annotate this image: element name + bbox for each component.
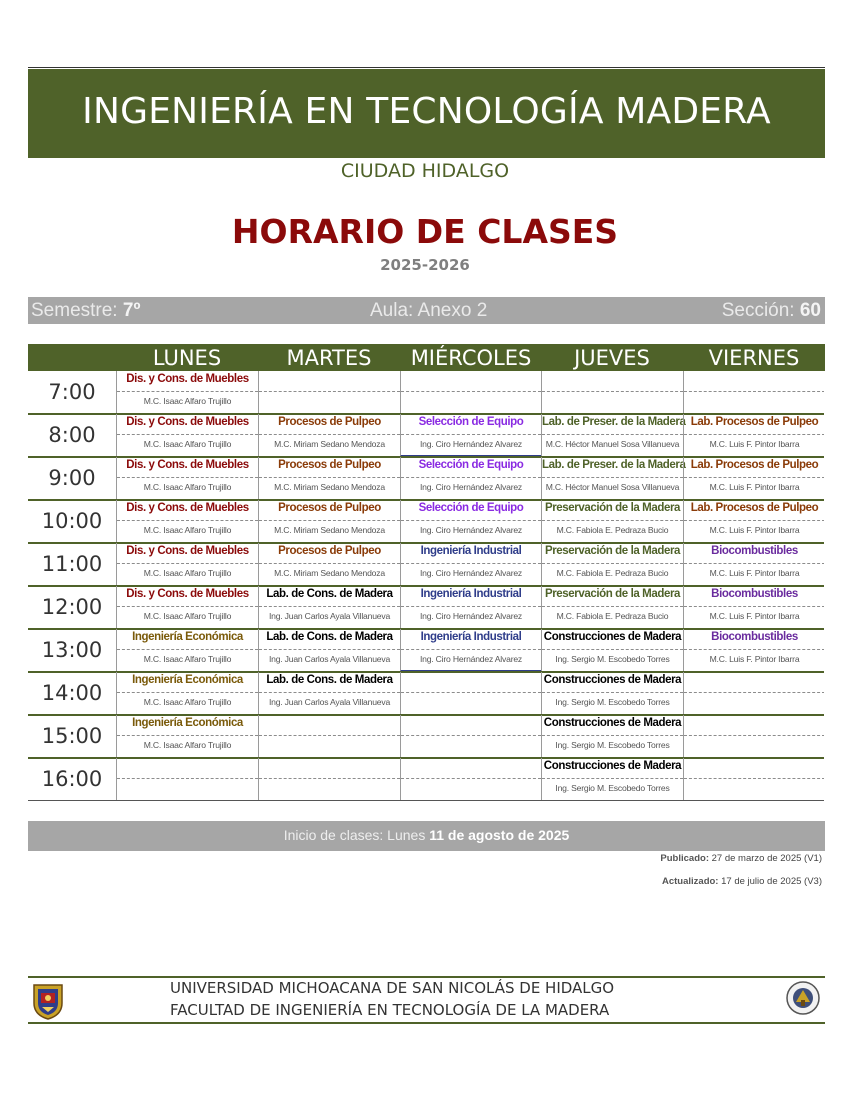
class-cell-jueves: [541, 629, 683, 672]
start-date-bar: [28, 821, 825, 851]
cell-divider: [401, 520, 541, 521]
cell-divider: [259, 778, 400, 779]
subject-name: Biocombustibles: [711, 631, 798, 643]
published-label: Publicado:: [660, 853, 709, 864]
class-cell-lunes: [116, 586, 258, 629]
row-separator: [28, 800, 825, 801]
class-cell-miercoles: [400, 586, 541, 629]
cell-divider: [542, 391, 683, 392]
subject-name: Preservación de la Madera: [544, 502, 681, 514]
time-label: 10:00: [41, 509, 103, 533]
teacher-name: Ing. Ciro Hernández Alvarez: [419, 439, 523, 449]
teacher-name: M.C. Luis F. Pintor Ibarra: [709, 525, 800, 535]
class-cell-viernes: [683, 500, 825, 543]
teacher-name: M.C. Luis F. Pintor Ibarra: [709, 654, 800, 664]
teacher-name: Ing. Sergio M. Escobedo Torres: [555, 697, 670, 707]
class-cell-miercoles: [400, 414, 541, 457]
teacher-name: M.C. Isaac Alfaro Trujillo: [143, 740, 232, 750]
class-cell-miercoles: [400, 758, 541, 801]
cell-divider: [259, 434, 400, 435]
subject-name: Dis. y Cons. de Muebles: [126, 545, 249, 557]
class-cell-miercoles: [400, 543, 541, 586]
class-cell-viernes: [683, 414, 825, 457]
cell-divider: [542, 520, 683, 521]
cell-divider: [117, 520, 258, 521]
footer-rule-top: [28, 976, 825, 978]
subject-name: Ingeniería Económica: [132, 717, 243, 729]
published-note: [660, 853, 822, 864]
cell-divider: [684, 778, 825, 779]
class-cell-viernes: [683, 672, 825, 715]
time-label: 13:00: [41, 638, 103, 662]
subject-name: Lab. de Cons. de Madera: [266, 588, 393, 600]
subject-name: Preservación de la Madera: [544, 588, 681, 600]
cell-divider: [542, 649, 683, 650]
class-cell-lunes: [116, 371, 258, 414]
subject-name: Ingeniería Industrial: [420, 631, 522, 643]
time-label: 14:00: [41, 681, 103, 705]
teacher-name: Ing. Ciro Hernández Alvarez: [419, 654, 523, 664]
cell-divider: [542, 778, 683, 779]
class-cell-martes: [258, 500, 400, 543]
class-cell-miercoles: [400, 672, 541, 715]
teacher-name: M.C. Miriam Sedano Mendoza: [274, 439, 385, 449]
subject-name: Ingeniería Económica: [132, 631, 243, 643]
subject-name: Preservación de la Madera: [544, 545, 681, 557]
teacher-name: Ing. Juan Carlos Ayala Villanueva: [268, 611, 391, 621]
day-header-miercoles: MIÉRCOLES: [410, 346, 532, 370]
teacher-name: Ing. Ciro Hernández Alvarez: [419, 611, 523, 621]
day-header-martes: MARTES: [286, 346, 372, 370]
class-cell-lunes: [116, 672, 258, 715]
cell-divider: [542, 477, 683, 478]
cell-divider: [117, 477, 258, 478]
campus-city: CIUDAD HIDALGO: [340, 160, 510, 182]
cell-divider: [684, 735, 825, 736]
class-cell-martes: [258, 414, 400, 457]
cell-divider: [117, 391, 258, 392]
cell-divider: [542, 735, 683, 736]
subject-name: Procesos de Pulpeo: [278, 545, 381, 557]
updated-note: [662, 876, 822, 887]
subject-name: Biocombustibles: [711, 545, 798, 557]
class-cell-viernes: [683, 457, 825, 500]
room-info: Aula: Anexo 2: [370, 300, 488, 321]
grid-edge: [824, 371, 825, 801]
subject-name: Construcciones de Madera: [543, 760, 682, 772]
subject-name: Dis. y Cons. de Muebles: [126, 373, 249, 385]
class-cell-jueves: [541, 758, 683, 801]
section-label: Sección:: [721, 300, 795, 321]
day-header-row: [28, 344, 825, 371]
teacher-name: Ing. Juan Carlos Ayala Villanueva: [268, 654, 391, 664]
class-cell-viernes: [683, 371, 825, 414]
page-title: HORARIO DE CLASES: [231, 212, 619, 251]
time-label: 7:00: [48, 380, 96, 404]
class-cell-viernes: [683, 629, 825, 672]
subject-name: Dis. y Cons. de Muebles: [126, 416, 249, 428]
class-cell-martes: [258, 371, 400, 414]
start-prefix: Inicio de clases: Lunes: [283, 827, 426, 843]
class-cell-miercoles: [400, 500, 541, 543]
time-label: 9:00: [48, 466, 96, 490]
cell-divider: [542, 434, 683, 435]
subject-name: Lab. de Preser. de la Madera: [542, 416, 686, 428]
footer-rule-bottom: [28, 1022, 825, 1024]
day-header-lunes: LUNES: [152, 346, 222, 370]
teacher-name: Ing. Ciro Hernández Alvarez: [419, 482, 523, 492]
class-cell-lunes: [116, 414, 258, 457]
teacher-name: M.C. Héctor Manuel Sosa Villanueva: [545, 482, 680, 492]
class-cell-martes: [258, 629, 400, 672]
teacher-name: M.C. Isaac Alfaro Trujillo: [143, 396, 232, 406]
teacher-name: M.C. Miriam Sedano Mendoza: [274, 525, 385, 535]
published-value: 27 de marzo de 2025 (V1): [711, 853, 822, 864]
class-cell-martes: [258, 586, 400, 629]
subject-name: Ingeniería Industrial: [420, 588, 522, 600]
info-bar: [28, 297, 825, 324]
teacher-name: M.C. Fabiola E. Pedraza Bucio: [556, 525, 669, 535]
subject-name: Construcciones de Madera: [543, 717, 682, 729]
teacher-name: M.C. Fabiola E. Pedraza Bucio: [556, 611, 669, 621]
time-label: 15:00: [41, 724, 103, 748]
subject-name: Procesos de Pulpeo: [278, 502, 381, 514]
program-banner: INGENIERÍA EN TECNOLOGÍA MADERA: [28, 69, 825, 158]
semester-label: Semestre:: [31, 300, 118, 321]
semester-value: 7º: [122, 300, 141, 321]
cell-divider: [684, 606, 825, 607]
subject-name: Construcciones de Madera: [543, 631, 682, 643]
subject-name: Lab. de Cons. de Madera: [266, 631, 393, 643]
teacher-name: M.C. Miriam Sedano Mendoza: [274, 482, 385, 492]
section-info: [722, 300, 821, 322]
teacher-name: M.C. Luis F. Pintor Ibarra: [709, 439, 800, 449]
subject-name: Ingeniería Económica: [132, 674, 243, 686]
updated-label: Actualizado:: [661, 876, 719, 887]
cell-divider: [401, 477, 541, 478]
subject-name: Selección de Equipo: [418, 459, 524, 471]
cell-divider: [401, 735, 541, 736]
cell-divider: [684, 520, 825, 521]
subject-name: Construcciones de Madera: [543, 674, 682, 686]
class-cell-jueves: [541, 457, 686, 500]
class-cell-miercoles: [400, 457, 541, 500]
subject-name: Lab. Procesos de Pulpeo: [690, 416, 819, 428]
teacher-name: M.C. Isaac Alfaro Trujillo: [143, 654, 232, 664]
cell-divider: [259, 391, 400, 392]
class-cell-viernes: [683, 758, 825, 801]
class-cell-jueves: [541, 371, 683, 414]
class-cell-martes: [258, 672, 400, 715]
cell-divider: [401, 563, 541, 564]
cell-divider: [117, 692, 258, 693]
teacher-name: M.C. Luis F. Pintor Ibarra: [709, 482, 800, 492]
class-cell-lunes: [116, 629, 258, 672]
class-cell-miercoles: [400, 629, 541, 672]
teacher-name: M.C. Fabiola E. Pedraza Bucio: [556, 568, 669, 578]
cell-divider: [401, 692, 541, 693]
teacher-name: Ing. Sergio M. Escobedo Torres: [555, 783, 670, 793]
subject-name: Dis. y Cons. de Muebles: [126, 502, 249, 514]
teacher-name: M.C. Miriam Sedano Mendoza: [274, 568, 385, 578]
class-cell-jueves: [541, 543, 683, 586]
teacher-name: M.C. Isaac Alfaro Trujillo: [143, 525, 232, 535]
semester-info: [31, 300, 140, 322]
class-cell-lunes: [116, 758, 258, 801]
subject-name: Lab. de Cons. de Madera: [266, 674, 393, 686]
class-cell-miercoles: [400, 715, 541, 758]
subject-name: Dis. y Cons. de Muebles: [126, 459, 249, 471]
teacher-name: Ing. Sergio M. Escobedo Torres: [555, 654, 670, 664]
class-cell-lunes: [116, 500, 258, 543]
teacher-name: Ing. Ciro Hernández Alvarez: [419, 568, 523, 578]
class-cell-lunes: [116, 457, 258, 500]
cell-divider: [259, 692, 400, 693]
teacher-name: M.C. Isaac Alfaro Trujillo: [143, 568, 232, 578]
teacher-name: Ing. Ciro Hernández Alvarez: [419, 525, 523, 535]
teacher-name: M.C. Isaac Alfaro Trujillo: [143, 697, 232, 707]
class-cell-lunes: [116, 543, 258, 586]
class-cell-martes: [258, 457, 400, 500]
cell-divider: [117, 606, 258, 607]
class-cell-jueves: [541, 715, 683, 758]
cell-divider: [259, 649, 400, 650]
cell-divider: [117, 649, 258, 650]
cell-divider: [684, 477, 825, 478]
subject-name: Lab. de Preser. de la Madera: [542, 459, 686, 471]
cell-divider: [259, 606, 400, 607]
cell-divider: [684, 649, 825, 650]
time-label: 11:00: [41, 552, 103, 576]
cell-divider: [117, 563, 258, 564]
subject-name: Procesos de Pulpeo: [278, 416, 381, 428]
teacher-name: M.C. Isaac Alfaro Trujillo: [143, 482, 232, 492]
class-cell-jueves: [541, 500, 683, 543]
day-header-jueves: JUEVES: [574, 346, 650, 370]
cell-divider: [117, 778, 258, 779]
class-cell-viernes: [683, 543, 825, 586]
section-value: 60: [799, 300, 821, 321]
teacher-name: M.C. Isaac Alfaro Trujillo: [143, 611, 232, 621]
teacher-name: M.C. Héctor Manuel Sosa Villanueva: [545, 439, 680, 449]
start-date: 11 de agosto de 2025: [429, 827, 570, 843]
cell-divider: [542, 692, 683, 693]
subject-name: Selección de Equipo: [418, 416, 524, 428]
subject-name: Ingeniería Industrial: [420, 545, 522, 557]
faculty-seal-logo: [785, 980, 821, 1016]
footer-faculty: FACULTAD DE INGENIERÍA EN TECNOLOGÍA DE LA MADERA: [170, 1001, 610, 1019]
subject-name: Procesos de Pulpeo: [278, 459, 381, 471]
class-cell-jueves: [541, 414, 686, 457]
cell-divider: [401, 778, 541, 779]
teacher-name: M.C. Isaac Alfaro Trujillo: [143, 439, 232, 449]
subject-name: Selección de Equipo: [418, 502, 524, 514]
teacher-name: M.C. Luis F. Pintor Ibarra: [709, 611, 800, 621]
class-cell-lunes: [116, 715, 258, 758]
class-cell-viernes: [683, 586, 825, 629]
subject-name: Lab. Procesos de Pulpeo: [690, 459, 819, 471]
cell-divider: [684, 563, 825, 564]
day-header-viernes: VIERNES: [708, 346, 800, 370]
footer-university: UNIVERSIDAD MICHOACANA DE SAN NICOLÁS DE HIDALGO: [170, 979, 615, 997]
cell-divider: [684, 434, 825, 435]
cell-divider: [259, 520, 400, 521]
subject-name: Lab. Procesos de Pulpeo: [690, 502, 819, 514]
cell-divider: [684, 692, 825, 693]
time-label: 16:00: [41, 767, 103, 791]
cell-divider: [117, 434, 258, 435]
class-cell-martes: [258, 715, 400, 758]
cell-divider: [542, 606, 683, 607]
class-cell-martes: [258, 758, 400, 801]
cell-divider: [401, 649, 541, 650]
cell-divider: [542, 563, 683, 564]
time-label: 8:00: [48, 423, 96, 447]
subject-name: Dis. y Cons. de Muebles: [126, 588, 249, 600]
university-crest-logo: [30, 981, 66, 1021]
updated-value: 17 de julio de 2025 (V3): [721, 876, 822, 887]
cell-divider: [401, 606, 541, 607]
cell-divider: [259, 563, 400, 564]
subject-name: Biocombustibles: [711, 588, 798, 600]
cell-divider: [684, 391, 825, 392]
time-label: 12:00: [41, 595, 103, 619]
teacher-name: M.C. Luis F. Pintor Ibarra: [709, 568, 800, 578]
class-cell-viernes: [683, 715, 825, 758]
cell-divider: [117, 735, 258, 736]
class-cell-jueves: [541, 586, 683, 629]
cell-divider: [259, 477, 400, 478]
class-cell-martes: [258, 543, 400, 586]
cell-divider: [401, 391, 541, 392]
school-year: 2025-2026: [380, 256, 470, 274]
class-cell-miercoles: [400, 371, 541, 414]
top-rule: [28, 67, 825, 68]
teacher-name: Ing. Juan Carlos Ayala Villanueva: [268, 697, 391, 707]
class-cell-jueves: [541, 672, 683, 715]
schedule-grid: [28, 371, 825, 801]
teacher-name: Ing. Sergio M. Escobedo Torres: [555, 740, 670, 750]
cell-divider: [259, 735, 400, 736]
cell-divider: [401, 434, 541, 435]
